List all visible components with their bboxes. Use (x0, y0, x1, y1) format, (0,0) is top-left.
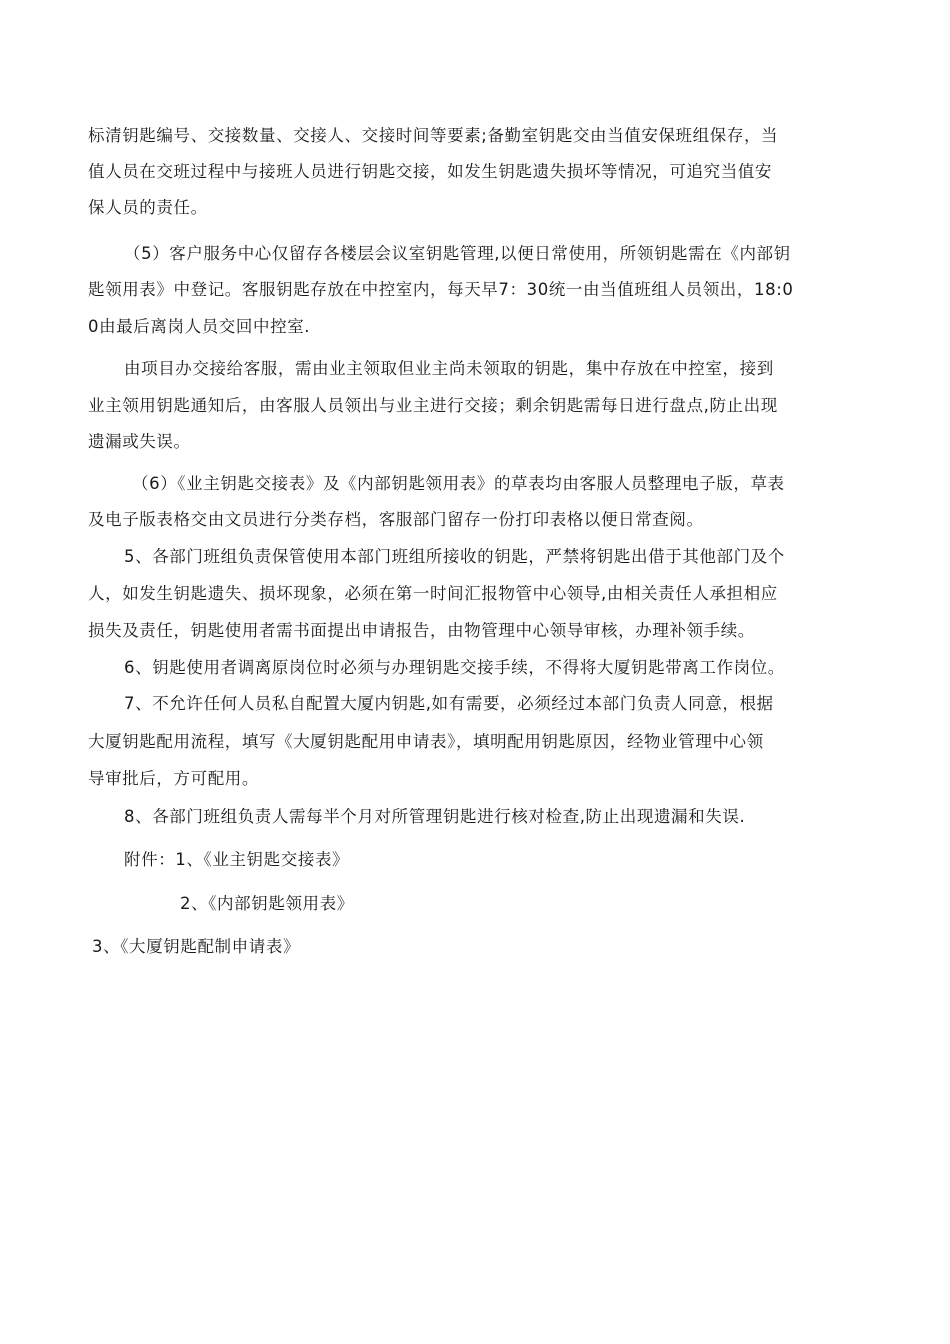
text-line: （6）《业主钥匙交接表》及《内部钥匙领用表》的草表均由客服人员整理电子版，草表 (132, 474, 785, 493)
text-line: 7、不允许任何人员私自配置大厦内钥匙,如有需要，必须经过本部门负责人同意，根据 (124, 694, 774, 713)
attachment-heading: 附件：1、《业主钥匙交接表》 (124, 850, 350, 869)
text-line: 8、各部门班组负责人需每半个月对所管理钥匙进行核对检查,防止出现遗漏和失误. (124, 807, 746, 826)
text-line: （5）客户服务中心仅留存各楼层会议室钥匙管理,以便日常使用，所领钥匙需在《内部钥 (124, 244, 791, 263)
attachment-item: 2、《内部钥匙领用表》 (180, 894, 354, 913)
text-line: 由项目办交接给客服，需由业主领取但业主尚未领取的钥匙，集中存放在中控室，接到 (124, 359, 774, 378)
text-line: 0由最后离岗人员交回中控室. (88, 317, 311, 336)
text-line: 业主领用钥匙通知后，由客服人员领出与业主进行交接；剩余钥匙需每日进行盘点,防止出现 (88, 396, 778, 415)
text-line: 保人员的责任。 (88, 198, 208, 217)
text-line: 匙领用表》中登记。客服钥匙存放在中控室内，每天早7：30统一由当值班组人员领出，18:0 (88, 280, 794, 299)
text-line: 值人员在交班过程中与接班人员进行钥匙交接，如发生钥匙遗失损坏等情况，可追究当值安 (88, 162, 772, 181)
text-line: 遗漏或失误。 (88, 432, 191, 451)
attachment-item: 3、《大厦钥匙配制申请表》 (92, 937, 301, 956)
text-line: 人，如发生钥匙遗失、损坏现象，必须在第一时间汇报物管中心领导,由相关责任人承担相应 (88, 584, 778, 603)
text-line: 5、各部门班组负责保管使用本部门班组所接收的钥匙，严禁将钥匙出借于其他部门及个 (124, 547, 785, 566)
text-line: 损失及责任，钥匙使用者需书面提出申请报告，由物管理中心领导审核，办理补领手续。 (88, 621, 755, 640)
text-line: 6、钥匙使用者调离原岗位时必须与办理钥匙交接手续，不得将大厦钥匙带离工作岗位。 (124, 658, 785, 677)
text-line: 大厦钥匙配用流程，填写《大厦钥匙配用申请表》，填明配用钥匙原因，经物业管理中心领 (88, 732, 764, 751)
text-line: 标清钥匙编号、交接数量、交接人、交接时间等要素;备勤室钥匙交由当值安保班组保存，当 (88, 126, 779, 145)
text-line: 导审批后，方可配用。 (88, 769, 259, 788)
text-line: 及电子版表格交由文员进行分类存档，客服部门留存一份打印表格以便日常查阅。 (88, 510, 704, 529)
